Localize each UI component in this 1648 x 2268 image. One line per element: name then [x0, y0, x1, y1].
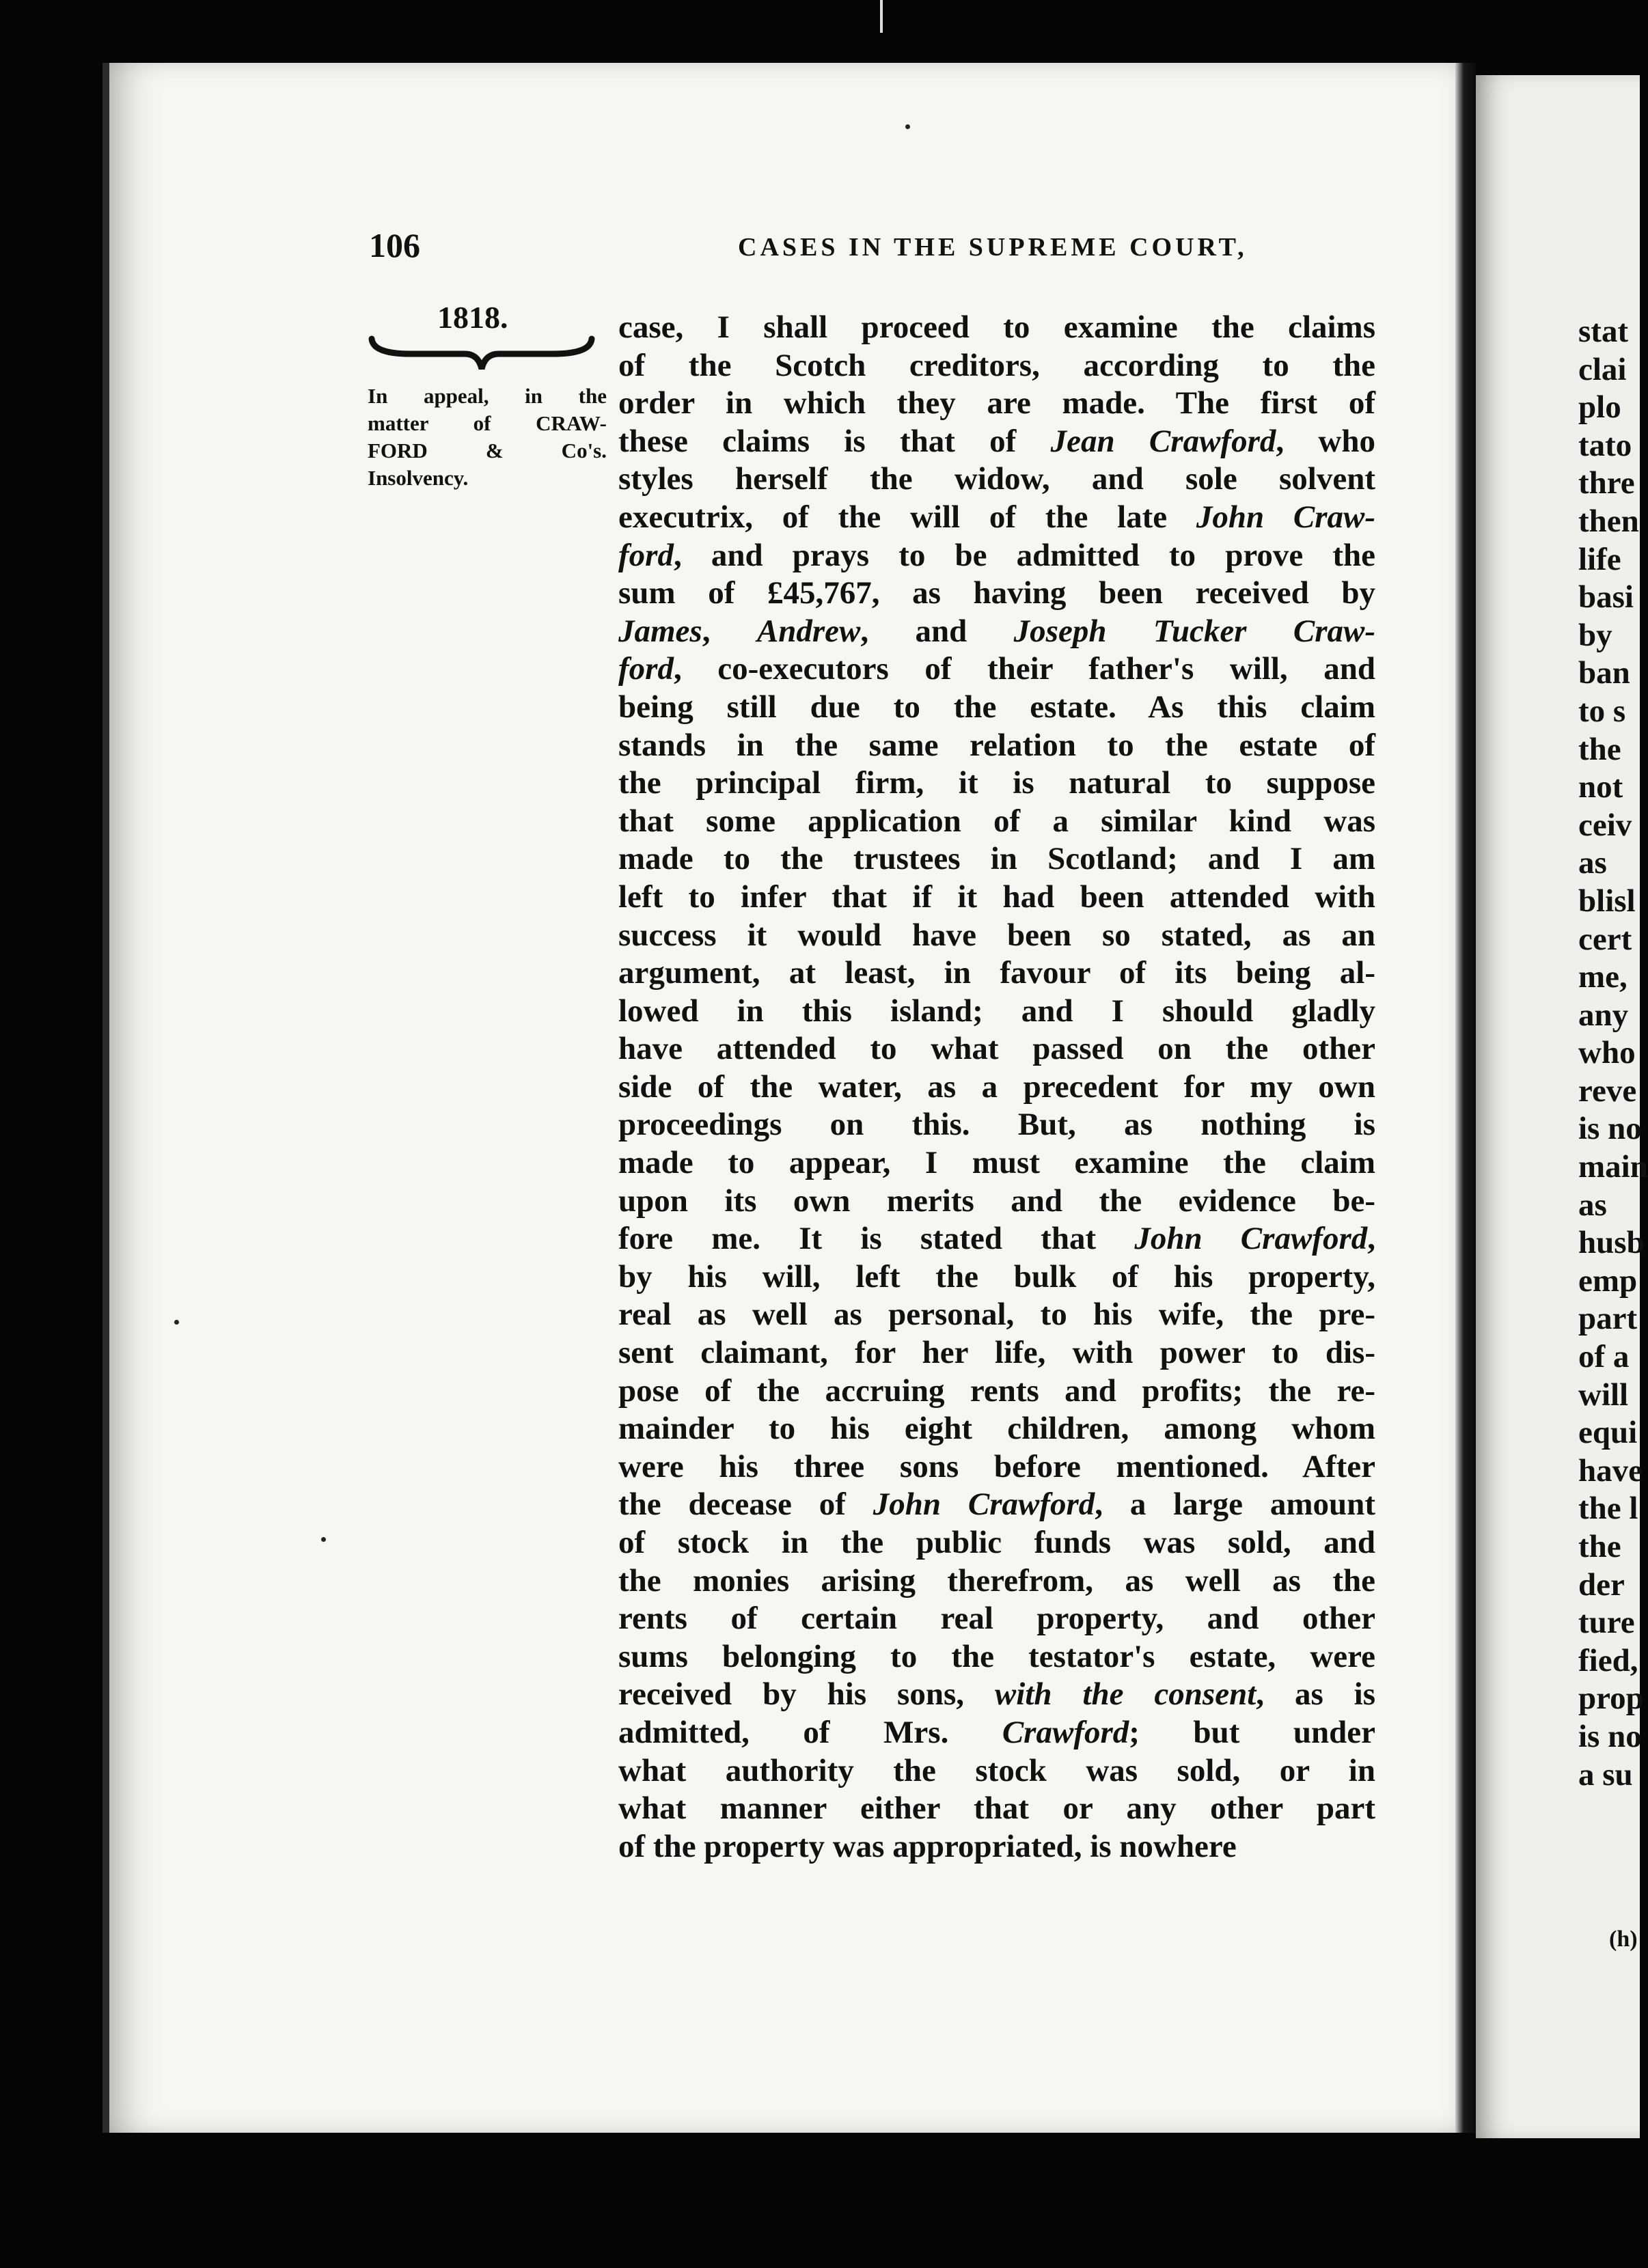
facing-page-line: emp	[1578, 1262, 1638, 1299]
facing-page-line: fied,	[1578, 1642, 1638, 1678]
facing-page-line: not	[1578, 769, 1623, 805]
facing-page-line: as	[1578, 1187, 1607, 1223]
facing-page-line: then	[1578, 503, 1639, 539]
facing-page-line: clai	[1578, 351, 1627, 387]
body-line: made to appear, I must examine the claim	[618, 1145, 1375, 1181]
body-line: made to the trustees in Scotland; and I am	[618, 841, 1375, 877]
facing-page-line: thre	[1578, 465, 1635, 501]
body-line: by his will, left the bulk of his property,	[618, 1258, 1375, 1295]
body-line: these claims is that of Jean Crawford, who	[618, 423, 1375, 459]
facing-page-line: ceiv	[1578, 807, 1632, 843]
facing-page-line: the l	[1578, 1491, 1638, 1527]
facing-page-line: have	[1578, 1452, 1643, 1489]
facing-page-line: plo	[1578, 389, 1621, 426]
body-line: being still due to the estate. As this claim	[618, 689, 1375, 725]
margin-note-line: matter of CRAW-	[368, 411, 607, 435]
body-line: admitted, of Mrs. Crawford; but under	[618, 1714, 1375, 1750]
facing-page-line: life	[1578, 541, 1621, 577]
facing-page-line: basi	[1578, 579, 1634, 616]
body-line: pose of the accruing rents and profits; the re-	[618, 1372, 1375, 1409]
facing-page-line: ture	[1578, 1605, 1635, 1641]
body-line: what authority the stock was sold, or in	[618, 1752, 1375, 1788]
facing-page-line: der	[1578, 1566, 1625, 1603]
body-line: executrix, of the will of the late John Craw-	[618, 499, 1375, 535]
facing-page-line: blisl	[1578, 883, 1636, 919]
body-line: sent claimant, for her life, with power to dis-	[618, 1335, 1375, 1371]
curly-brace-icon	[369, 333, 594, 376]
scan-speck	[321, 1537, 326, 1542]
facing-page-line: cert	[1578, 921, 1632, 957]
body-text	[618, 309, 1375, 1866]
book-gutter	[1455, 63, 1476, 2133]
facing-page-line: reve	[1578, 1073, 1637, 1109]
facing-page-line: is no	[1578, 1111, 1642, 1147]
body-line: that some application of a similar kind was	[618, 803, 1375, 839]
facing-page-line: ban	[1578, 655, 1630, 691]
body-line: received by his sons, with the consent, as is	[618, 1676, 1376, 1713]
facing-page-line: main	[1578, 1149, 1648, 1185]
facing-page-line: a su	[1578, 1756, 1633, 1793]
body-line: rents of certain real property, and other	[618, 1601, 1375, 1637]
body-line: sum of £45,767, as having been received by	[618, 575, 1375, 611]
facing-page-line: as	[1578, 845, 1607, 881]
margin-note-line: In appeal, in the	[368, 384, 607, 408]
body-line: of the Scotch creditors, according to the	[618, 347, 1375, 383]
body-line: what manner either that or any other part	[618, 1790, 1375, 1827]
body-line: of stock in the public funds was sold, and	[618, 1525, 1375, 1560]
body-line: fore me. It is stated that John Crawford,	[618, 1221, 1375, 1257]
body-line: ford, co-executors of their father's will, and	[618, 651, 1375, 687]
facing-page-footnote: (h)	[1609, 1926, 1638, 1952]
body-line: the monies arising therefrom, as well as the	[618, 1562, 1375, 1599]
body-line: mainder to his eight children, among whom	[618, 1411, 1375, 1447]
facing-page-line: will	[1578, 1377, 1629, 1413]
body-line: lowed in this island; and I should gladly	[618, 993, 1375, 1029]
facing-page-line: prop	[1578, 1681, 1644, 1717]
facing-page-line: by	[1578, 617, 1612, 653]
body-line: proceedings on this. But, as nothing is	[618, 1107, 1375, 1143]
facing-page-line: stat	[1578, 314, 1629, 349]
body-line: sums belonging to the testator's estate, were	[618, 1638, 1375, 1674]
body-line: success it would have been so stated, as an	[618, 917, 1375, 953]
margin-note-line: Insolvency.	[368, 466, 469, 490]
facing-page-line: husb	[1578, 1225, 1645, 1261]
body-line: of the property was appropriated, is nowhere	[618, 1828, 1237, 1864]
facing-page-line: any	[1578, 997, 1629, 1033]
body-line: James, Andrew, and Joseph Tucker Craw-	[618, 613, 1375, 649]
body-line: were his three sons before mentioned. After	[618, 1448, 1375, 1484]
body-line: the principal firm, it is natural to suppose	[618, 765, 1375, 801]
facing-page-line: to s	[1578, 693, 1626, 729]
body-line: side of the water, as a precedent for my own	[618, 1068, 1375, 1105]
body-line: upon its own merits and the evidence be-	[618, 1183, 1375, 1219]
margin-year: 1818.	[437, 300, 508, 335]
facing-page-line: tato	[1578, 427, 1632, 463]
facing-page-line: who	[1578, 1035, 1636, 1071]
body-line: the decease of John Crawford, a large amount	[618, 1486, 1375, 1523]
body-line: stands in the same relation to the estate of	[618, 727, 1375, 763]
page-number: 106	[369, 226, 420, 264]
facing-page-line: part	[1578, 1301, 1638, 1337]
facing-page-line: equi	[1578, 1415, 1638, 1451]
body-line: order in which they are made. The first of	[618, 385, 1375, 421]
body-line: case, I shall proceed to examine the claims	[618, 309, 1375, 345]
scan-speck	[905, 124, 910, 129]
facing-page-line: me,	[1578, 959, 1628, 995]
facing-page-text	[1578, 313, 1648, 1794]
margin-note-line: FORD & Co's.	[368, 439, 607, 462]
facing-page-line: of a	[1578, 1339, 1630, 1375]
facing-page-line: is no	[1578, 1718, 1642, 1754]
running-head: CASES IN THE SUPREME COURT,	[738, 233, 1248, 262]
margin-note	[368, 383, 607, 492]
body-line: have attended to what passed on the other	[618, 1031, 1375, 1067]
body-line: real as well as personal, to his wife, the pre-	[618, 1297, 1375, 1333]
scan-speck	[174, 1320, 179, 1325]
facing-page-line: the	[1578, 731, 1621, 767]
body-line: styles herself the widow, and sole solvent	[618, 461, 1375, 497]
body-line: left to infer that if it had been attended with	[618, 879, 1375, 915]
facing-page-line: the	[1578, 1529, 1621, 1564]
body-line: ford, and prays to be admitted to prove the	[618, 537, 1375, 573]
body-line: argument, at least, in favour of its being al-	[618, 955, 1375, 991]
scan-mark	[880, 0, 883, 33]
